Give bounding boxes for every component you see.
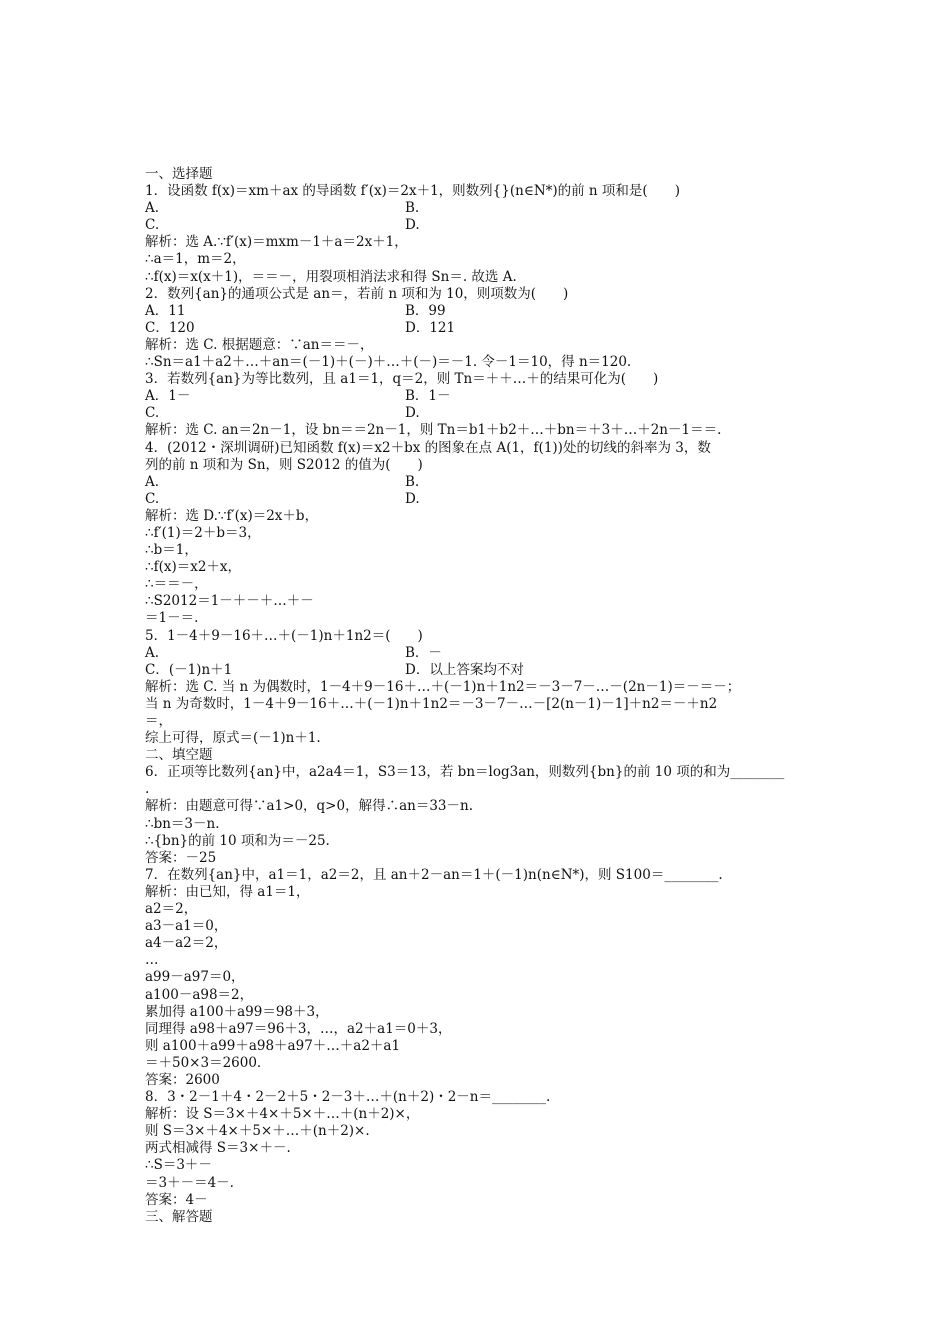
text-line: ∴f′(1)＝2＋b＝3，	[145, 524, 261, 541]
option-left: A.	[145, 200, 160, 217]
text-line: 3．若数列{an}为等比数列，且 a1＝1，q＝2，则 Tn＝＋＋…＋的结果可化为( )	[145, 371, 659, 388]
text-line: 5．1－4＋9－16＋…＋(－1)n＋1n2＝( )	[145, 627, 423, 644]
option-right: D.	[405, 490, 420, 507]
option-row	[145, 474, 815, 491]
option-left: A．1－	[145, 388, 191, 405]
text-line: 答案：2600	[145, 1071, 220, 1088]
text-line: 当 n 为奇数时，1－4＋9－16＋…＋(－1)n＋1n2＝－3－7－…－[2(n－1)－1]＋n2＝－＋n2	[145, 695, 718, 712]
option-left: A.	[145, 644, 160, 661]
text-line: ∴f(x)＝x(x＋1)，＝＝－，用裂项相消法求和得 Sn＝. 故选 A.	[145, 268, 517, 285]
text-line: ＝，	[145, 713, 172, 729]
text-line: 1．设函数 f(x)＝xm＋ax 的导函数 f′(x)＝2x＋1，则数列{}(n∈N*)的前 n 项和是( )	[145, 183, 680, 200]
text-line: a3－a1＝0，	[145, 918, 228, 935]
text-line: 一、选择题	[145, 166, 213, 182]
option-right: D．以上答案均不对	[405, 661, 524, 678]
text-line: 4．(2012・深圳调研)已知函数 f(x)＝x2＋bx 的图象在点 A(1，f(1))处的切线的斜率为 3，数	[145, 439, 711, 456]
text-line: ∴S＝3＋－	[145, 1157, 212, 1174]
option-left: A.	[145, 473, 160, 490]
text-line: ∴S2012＝1－＋－＋…＋－	[145, 593, 314, 610]
text-line: ∴Sn＝a1＋a2＋…＋an＝(－1)＋(－)＋…＋(－)＝－1. 令－1＝10，得 n＝120.	[145, 354, 632, 371]
text-line: ＝＋50×3＝2600.	[145, 1054, 262, 1071]
text-line: a100－a98＝2，	[145, 986, 254, 1003]
text-line: a4－a2＝2，	[145, 935, 228, 952]
option-row	[145, 405, 815, 422]
option-left: A．11	[145, 302, 186, 319]
option-row	[145, 217, 815, 234]
option-row	[145, 491, 815, 508]
option-left: C．120	[145, 319, 195, 336]
text-line: 二、填空题	[145, 747, 213, 764]
text-line: 两式相减得 S＝3×＋－.	[145, 1140, 291, 1157]
text-line: 解析：选 D.∵f′(x)＝2x＋b，	[145, 507, 319, 524]
document-body	[145, 166, 815, 1226]
text-line: 解析：选 C. 当 n 为偶数时，1－4＋9－16＋…＋(－1)n＋1n2＝－3－7－…－(2n－1)＝－＝－；	[145, 678, 741, 695]
option-row	[145, 388, 815, 405]
option-left: C.	[145, 217, 160, 234]
text-line: 三、解答题	[145, 1208, 213, 1225]
text-line: 解析：选 C. 根据题意：∵an＝＝－，	[145, 336, 374, 353]
text-line: ∴{bn}的前 10 项和为＝－25.	[145, 832, 330, 849]
option-left: C.	[145, 405, 160, 422]
text-line: 列的前 n 项和为 Sn，则 S2012 的值为( )	[145, 456, 423, 473]
option-right: D.	[405, 217, 420, 234]
text-line: ∴＝＝－，	[145, 576, 208, 593]
option-right: B.	[405, 200, 420, 217]
option-right: D．121	[405, 319, 456, 336]
text-line: 8．3・2－1＋4・2－2＋5・2－3＋…＋(n＋2)・2－n＝________.	[145, 1089, 551, 1106]
text-line: ∴b＝1，	[145, 542, 198, 559]
option-row	[145, 645, 815, 662]
option-right: B．1－	[405, 388, 451, 405]
option-row	[145, 200, 815, 217]
option-right: B.	[405, 473, 420, 490]
text-line: .	[145, 781, 150, 798]
option-row	[145, 662, 815, 679]
text-line: ＝3＋－＝4－.	[145, 1174, 234, 1191]
text-line: a2＝2，	[145, 901, 198, 918]
text-line: 6．正项等比数列{an}中，a2a4＝1，S3＝13，若 bn＝log3an，则数列{bn}的前 10 项的和为________	[145, 764, 785, 781]
text-line: ∴a＝1，m＝2，	[145, 251, 246, 268]
text-line: 解析：由题意可得∵a1>0，q>0，解得∴an＝33－n.	[145, 798, 473, 815]
option-right: B．－	[405, 644, 442, 661]
text-line: 答案：4－	[145, 1191, 208, 1208]
text-line: 答案：－25	[145, 849, 217, 866]
text-line: …	[145, 952, 159, 969]
text-line: 解析：设 S＝3×＋4×＋5×＋…＋(n＋2)×，	[145, 1106, 420, 1123]
option-left: C.	[145, 490, 160, 507]
text-line: 则 S＝3×＋4×＋5×＋…＋(n＋2)×.	[145, 1123, 370, 1140]
option-right: B．99	[405, 302, 446, 319]
option-row	[145, 320, 815, 337]
text-line: ∴bn＝3－n.	[145, 815, 220, 832]
text-line: 7．在数列{an}中，a1＝1，a2＝2，且 an＋2－an＝1＋(－1)n(n∈N*)，则 S100＝________.	[145, 866, 723, 883]
text-line: 累加得 a100＋a99＝98＋3，	[145, 1003, 329, 1020]
option-right: D.	[405, 405, 420, 422]
option-row	[145, 303, 815, 320]
text-line: 2．数列{an}的通项公式是 an＝，若前 n 项和为 10，则项数为( )	[145, 285, 569, 302]
text-line: 解析：选 A.∵f′(x)＝mxm－1＋a＝2x＋1，	[145, 234, 408, 251]
text-line: 则 a100＋a99＋a98＋a97＋…＋a2＋a1	[145, 1037, 401, 1054]
text-line: 解析：选 C. an＝2n－1，设 bn＝＝2n－1，则 Tn＝b1＋b2＋…＋bn＝＋3＋…＋2n－1＝＝.	[145, 422, 722, 439]
text-line: ＝1－＝.	[145, 610, 199, 627]
text-line: 同理得 a98＋a97＝96＋3，…，a2＋a1＝0＋3，	[145, 1020, 452, 1037]
text-line: 解析：由已知，得 a1＝1，	[145, 883, 310, 900]
text-line: ∴f(x)＝x2＋x，	[145, 559, 242, 576]
text-line: 综上可得，原式＝(－1)n＋1.	[145, 730, 321, 747]
option-left: C．(－1)n＋1	[145, 661, 233, 678]
text-line: a99－a97＝0，	[145, 969, 245, 986]
